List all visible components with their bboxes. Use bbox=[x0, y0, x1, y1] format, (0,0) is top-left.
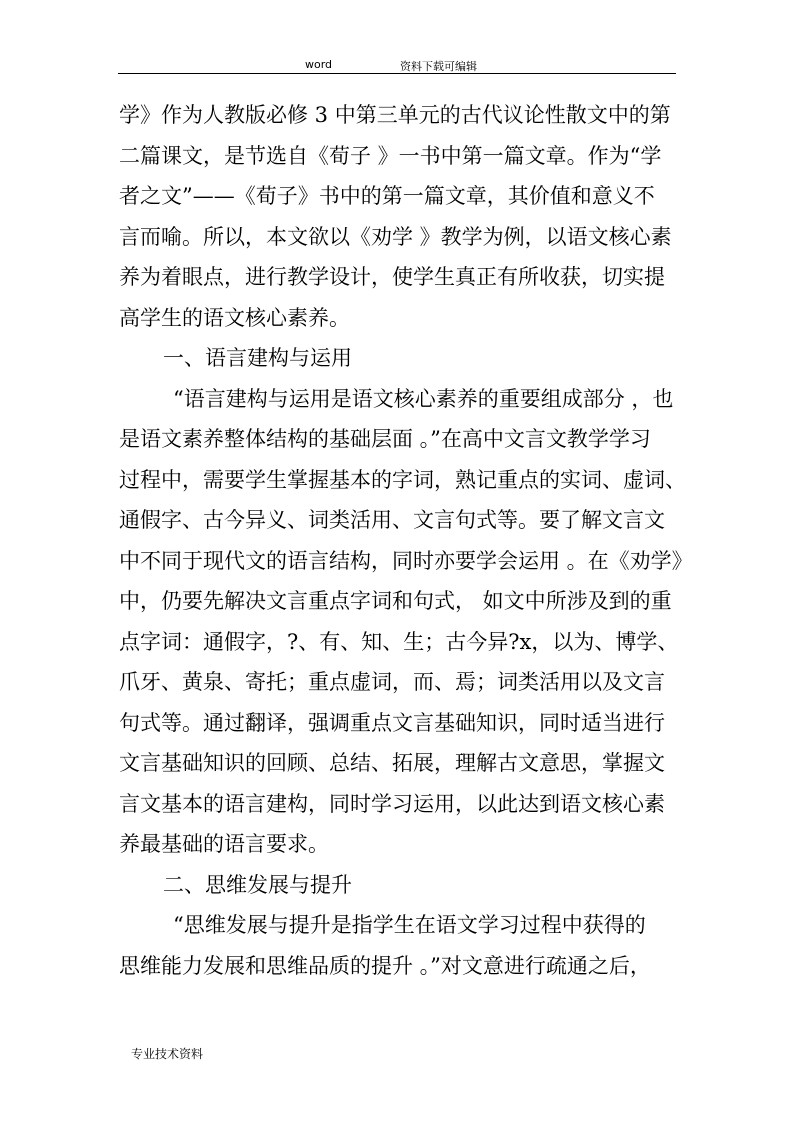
body-line: 养为着眼点，进行教学设计，使学生真正有所收获，切实提 bbox=[119, 265, 665, 289]
body-line: 过程中，需要学生掌握基本的字词，熟记重点的实词、虚词、 bbox=[119, 467, 686, 492]
body-line: 中不同于现代文的语言结构，同时亦要学会运用 。在《劝学》 bbox=[119, 548, 693, 573]
section-heading: 二、思维发展与提升 bbox=[163, 872, 352, 897]
header-divider bbox=[118, 73, 676, 74]
body-line: 是语文素养整体结构的基础层面 。”在高中文言文教学学习 bbox=[119, 427, 651, 451]
header-left-text: word bbox=[305, 58, 333, 71]
page-footer: 专业技术资料 bbox=[131, 1047, 204, 1061]
body-line: 思维能力发展和思维品质的提升 。”对文意进行疏通之后， bbox=[119, 953, 651, 978]
body-line: 二篇课文，是节选自《荀子 》一书中第一篇文章。作为“学 bbox=[119, 143, 662, 168]
body-line: “思维发展与提升是指学生在语文学习过程中获得的 bbox=[173, 913, 646, 937]
body-line: 点字词：通假字，?、有、知、生；古今异?x，以为、博学、 bbox=[119, 629, 679, 654]
body-line: 文言基础知识的回顾、总结、拓展，理解古文意思，掌握文 bbox=[119, 751, 665, 775]
section-heading: 一、语言建构与运用 bbox=[163, 346, 352, 370]
body-line: 通假字、古今异义、词类活用、文言句式等。要了解文言文 bbox=[119, 508, 665, 532]
body-line: 言而喻。所以，本文欲以《劝学 》教学为例，以语文核心素 bbox=[119, 224, 672, 249]
header-right-text: 资料下载可编辑 bbox=[400, 60, 477, 73]
body-line: 养最基础的语言要求。 bbox=[119, 832, 329, 856]
body-line: 言文基本的语言建构，同时学习运用，以此达到语文核心素 bbox=[119, 791, 665, 816]
body-line: 学》作为人教版必修 3 中第三单元的古代议论性散文中的第 bbox=[119, 103, 671, 127]
body-line: 句式等。通过翻译，强调重点文言基础知识，同时适当进行 bbox=[119, 710, 665, 735]
body-line: “语言建构与运用是语文核心素养的重要组成部分 ，也 bbox=[173, 386, 674, 411]
body-line: 者之文”——《荀子》书中的第一篇文章，其价值和意义不 bbox=[119, 184, 655, 208]
page-header bbox=[0, 58, 794, 74]
body-line: 高学生的语文核心素养。 bbox=[119, 305, 350, 330]
body-line: 中，仍要先解决文言重点字词和句式， 如文中所涉及到的重 bbox=[119, 589, 672, 613]
body-line: 爪牙、黄泉、寄托；重点虚词，而、焉；词类活用以及文言 bbox=[119, 670, 665, 694]
document-body bbox=[119, 95, 693, 986]
